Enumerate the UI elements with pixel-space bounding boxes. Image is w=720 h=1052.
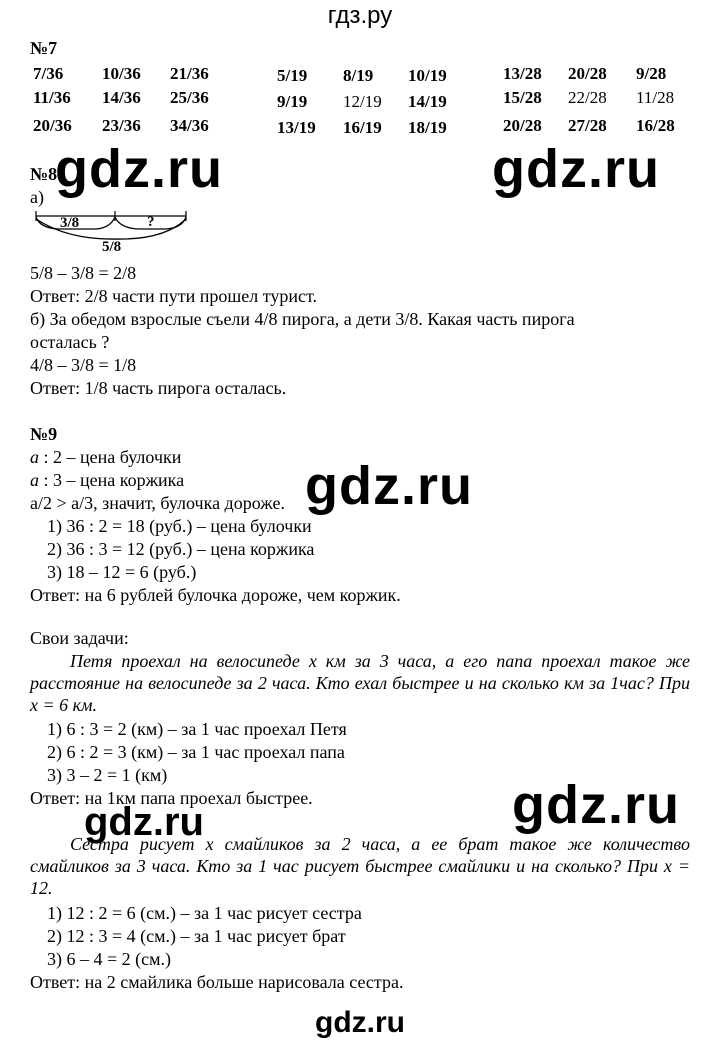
fraction: 15/28 xyxy=(503,88,542,107)
answer-line: Ответ: на 2 смайлика больше нарисовала сестра. xyxy=(30,972,404,992)
text-line: Ответ: 1/8 часть пирога осталась. xyxy=(30,378,287,398)
fraction: 25/36 xyxy=(170,88,209,107)
watermark: gdz.ru xyxy=(492,139,660,199)
task-text: Сестра рисует х смайликов за 2 часа, а ее брат такое же количество смайликов за 3 часа. Кто за 1 час рисует быстрее смайлики и на сколько? При х = 12. xyxy=(30,834,690,898)
fraction: 23/36 xyxy=(102,116,141,135)
fraction: 34/36 xyxy=(170,116,209,135)
fraction: 16/19 xyxy=(343,118,382,137)
step-line: 2) 6 : 2 = 3 (км) – за 1 час проехал папа xyxy=(47,742,345,762)
task-7-title: №7 xyxy=(30,38,58,58)
fraction: 10/36 xyxy=(102,64,141,83)
fraction: 12/19 xyxy=(343,92,382,111)
fraction: 7/36 xyxy=(33,64,64,83)
task-8-title: №8 xyxy=(30,164,58,184)
fraction: 5/19 xyxy=(277,66,308,85)
site-header: гдз.ру xyxy=(327,2,393,29)
text-line xyxy=(30,469,184,491)
text-line: а/2 > а/3, значит, булочка дороже. xyxy=(30,493,285,513)
watermark: gdz.ru xyxy=(55,139,223,199)
own-tasks-title: Свои задачи: xyxy=(30,628,129,648)
fraction: 20/28 xyxy=(503,116,542,135)
fraction: 20/28 xyxy=(568,64,607,83)
fraction: 18/19 xyxy=(408,118,447,137)
step-line: 3) 6 – 4 = 2 (см.) xyxy=(47,949,172,969)
text-line: Ответ: 2/8 части пути прошел турист. xyxy=(30,286,318,306)
step-line: 1) 36 : 2 = 18 (руб.) – цена булочки xyxy=(47,516,312,536)
text-line: осталась ? xyxy=(30,332,110,352)
step-line: 2) 36 : 3 = 12 (руб.) – цена коржика xyxy=(47,539,315,559)
fraction: 14/36 xyxy=(102,88,141,107)
task-text: Петя проехал на велосипеде х км за 3 часа, а его папа проехал такое же расстояние на велосипеде за 2 часа. Кто ехал быстрее и на сколько км за 1час? При х = 6 км. xyxy=(30,651,690,715)
text-fragment: : 2 – цена булочки xyxy=(39,447,182,467)
watermark: gdz.ru xyxy=(315,1006,405,1039)
fraction: 8/19 xyxy=(343,66,374,85)
fraction: 27/28 xyxy=(568,116,607,135)
step-line: 3) 18 – 12 = 6 (руб.) xyxy=(47,562,197,582)
fraction: 14/19 xyxy=(408,92,447,111)
diagram-unknown-label: ? xyxy=(147,214,155,230)
fraction: 13/28 xyxy=(503,64,542,83)
part-a-label: а) xyxy=(30,187,44,207)
text-fragment: : 3 – цена коржика xyxy=(39,470,185,490)
fraction: 20/36 xyxy=(33,116,72,135)
step-line: 1) 12 : 2 = 6 (см.) – за 1 час рисует сестра xyxy=(47,903,362,923)
fraction: 22/28 xyxy=(568,88,607,107)
answer-line: Ответ: на 6 рублей булочка дороже, чем коржик. xyxy=(30,585,401,605)
variable: а xyxy=(30,470,39,490)
fraction: 11/36 xyxy=(33,88,71,107)
text-line: 4/8 – 3/8 = 1/8 xyxy=(30,355,137,375)
answer-line: Ответ: на 1км папа проехал быстрее. xyxy=(30,788,313,808)
step-line: 3) 3 – 2 = 1 (км) xyxy=(47,765,168,785)
watermark: gdz.ru xyxy=(84,800,204,844)
step-line: 2) 12 : 3 = 4 (см.) – за 1 час рисует брат xyxy=(47,926,346,946)
watermark: gdz.ru xyxy=(305,456,473,516)
fraction: 21/36 xyxy=(170,64,209,83)
diagram-part-label: 3/8 xyxy=(60,215,80,231)
variable: а xyxy=(30,447,39,467)
fraction: 16/28 xyxy=(636,116,675,135)
text-line xyxy=(30,446,181,468)
diagram-whole-label: 5/8 xyxy=(102,239,122,255)
fraction: 9/28 xyxy=(636,64,667,83)
fraction: 11/28 xyxy=(636,88,675,107)
fraction: 13/19 xyxy=(277,118,316,137)
fraction: 9/19 xyxy=(277,92,308,111)
text-line: 5/8 – 3/8 = 2/8 xyxy=(30,263,137,283)
task-9-title: №9 xyxy=(30,424,58,444)
fraction: 10/19 xyxy=(408,66,447,85)
step-line: 1) 6 : 3 = 2 (км) – за 1 час проехал Петя xyxy=(47,719,347,739)
watermark: gdz.ru xyxy=(512,775,680,835)
text-line: б) За обедом взрослые съели 4/8 пирога, а дети 3/8. Какая часть пирога xyxy=(30,309,575,329)
